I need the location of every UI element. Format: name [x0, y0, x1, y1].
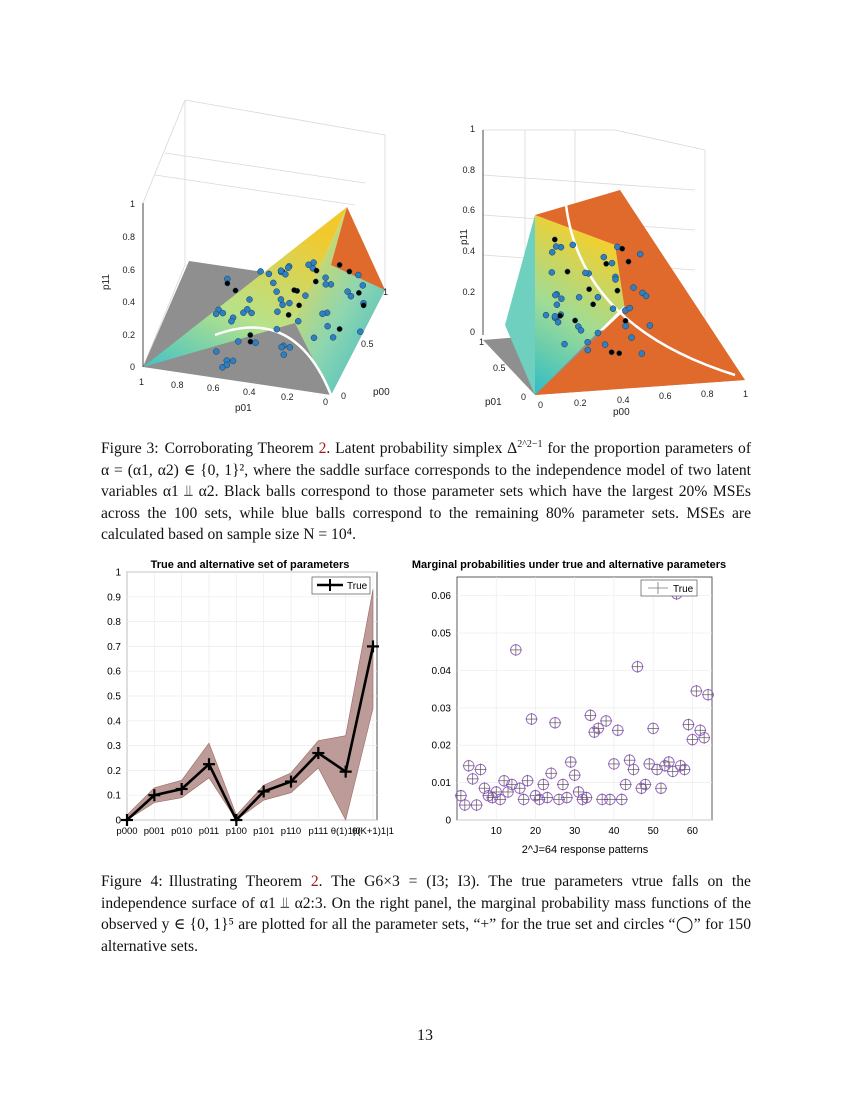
z-tick: 0.4: [122, 297, 135, 307]
blue-ball: [230, 358, 236, 364]
blue-ball: [595, 330, 601, 336]
caption-text: . Latent probability simplex Δ: [326, 440, 518, 458]
blue-ball: [576, 294, 582, 300]
blue-ball: [562, 341, 568, 347]
blue-ball: [266, 271, 272, 277]
x-tick-label: θ(1)1|0: [330, 826, 361, 837]
black-ball: [617, 351, 622, 356]
z-axis-label: p11: [101, 274, 112, 290]
blue-ball: [602, 342, 608, 348]
caption-text: . The G6×3 = (I3; I3). The true parameters νtrue falls on the independence surface of α1 ⫫ α2:3. On the right panel, the marginal probability mass functions of the observed y ∈ {0, 1}⁵ are plotted for all the parameter sets, “+” for the true set and circles “◯” for 150 alternative sets.: [101, 873, 751, 955]
blue-ball: [609, 260, 615, 266]
black-ball: [313, 279, 318, 284]
z-tick: 0.8: [122, 232, 135, 242]
y-ticks: [432, 591, 452, 826]
blue-ball: [595, 294, 601, 300]
blue-ball: [280, 302, 286, 308]
x-tick-label: p111: [308, 826, 329, 837]
y-tick-label: 0.05: [431, 628, 451, 640]
blue-ball: [311, 335, 317, 341]
y-tick-label: 0.8: [107, 617, 121, 629]
z-tick: 0.4: [462, 246, 475, 256]
black-ball: [248, 339, 253, 344]
caption-text: for the proportion parameters of α = (α1, α2) ∈ {0, 1}², where the saddle surface corresponds to the independence model of two latent variables α1 ⫫ α2. Black balls correspond to those parameter sets which have the largest 20% MSEs across the 100 sets, while blue balls correspond to the remaining 80% parameter sets. MSEs are calculated based on sample size N = 10⁴.: [101, 440, 752, 544]
blue-ball: [270, 280, 276, 286]
blue-ball: [601, 254, 607, 260]
x-axis-label: 2^J=64 response patterns: [521, 844, 649, 856]
black-ball: [623, 318, 628, 323]
legend-label: True: [347, 581, 368, 592]
x-tick-label: θ(K+1)1|1: [352, 826, 394, 837]
black-ball: [626, 259, 631, 264]
caption-superscript: 2^2−1: [517, 439, 543, 450]
blue-ball: [247, 297, 253, 303]
blue-ball: [585, 347, 591, 353]
y-tick: 0.5: [361, 339, 374, 349]
x-tick: 0.6: [659, 391, 672, 401]
x-axis-label: p01: [235, 403, 252, 414]
blue-ball: [287, 344, 293, 350]
x-tick: 0.4: [617, 395, 630, 405]
z-tick: 0: [129, 362, 135, 372]
y-ticks: [107, 568, 121, 827]
blue-ball: [543, 312, 549, 318]
y-tick-label: 0.7: [107, 641, 121, 653]
black-ball: [356, 290, 361, 295]
blue-ball: [553, 244, 559, 250]
black-ball: [233, 288, 238, 293]
black-ball: [587, 287, 592, 292]
x-tick-label: p010: [171, 826, 193, 837]
blue-ball: [558, 296, 564, 302]
y-tick: 0: [341, 391, 347, 401]
caption-text: Illustrating Theorem: [168, 873, 302, 890]
x-tick: 1: [743, 389, 749, 399]
blue-ball: [213, 311, 219, 317]
blue-ball: [274, 309, 280, 315]
black-ball: [248, 332, 253, 337]
blue-ball: [554, 302, 560, 308]
blue-ball: [623, 323, 629, 329]
caption-label: Figure 4:: [101, 873, 163, 890]
blue-ball: [274, 326, 280, 332]
y-tick: 0.5: [493, 363, 506, 373]
y-axis-label: p01: [485, 397, 502, 408]
z-tick: 1: [129, 199, 135, 209]
blue-ball: [578, 327, 584, 333]
blue-ball: [235, 338, 241, 344]
blue-ball: [631, 285, 637, 291]
blue-ball: [610, 306, 616, 312]
y-tick: 0: [521, 392, 527, 402]
black-ball: [225, 281, 230, 286]
y-tick-label: 0: [445, 815, 451, 827]
blue-ball: [279, 344, 285, 350]
marginal-prob-chart: [412, 559, 726, 856]
black-ball: [292, 288, 297, 293]
x-tick-label: p011: [198, 826, 220, 837]
blue-ball: [278, 268, 284, 274]
x-tick-label: p100: [225, 826, 247, 837]
x-ticks: [116, 826, 393, 837]
x-tick: 1: [139, 377, 145, 387]
black-ball: [337, 262, 342, 267]
blue-ball: [639, 351, 645, 357]
y-tick: 1: [479, 337, 485, 347]
black-ball: [314, 268, 319, 273]
y-tick-label: 0.1: [107, 790, 121, 802]
y-axis-label: p00: [373, 387, 390, 398]
x-axis-label: p00: [613, 407, 630, 418]
x-tick: 0.4: [243, 387, 256, 397]
theorem-link[interactable]: 2: [318, 440, 327, 458]
black-ball: [565, 269, 570, 274]
y-tick-label: 0.3: [107, 741, 121, 753]
blue-ball: [244, 306, 250, 312]
black-ball: [361, 303, 366, 308]
theorem-link[interactable]: 2: [310, 873, 319, 890]
black-ball: [620, 246, 625, 251]
black-ball: [286, 312, 291, 317]
z-tick: 0.6: [122, 265, 135, 275]
page-number: 13: [417, 1027, 433, 1044]
x-tick: 0: [323, 397, 329, 407]
blue-ball: [323, 281, 329, 287]
simplex-plot-left: [101, 100, 390, 414]
y-tick-label: 0.6: [107, 666, 121, 678]
x-tick: 0.2: [281, 392, 294, 402]
blue-ball: [637, 251, 643, 257]
black-ball: [297, 303, 302, 308]
y-tick-label: 0.4: [107, 716, 121, 728]
black-ball: [552, 237, 557, 242]
x-ticks: [491, 826, 699, 837]
z-tick: 0.2: [122, 330, 135, 340]
blue-ball: [552, 292, 558, 298]
blue-ball: [285, 265, 291, 271]
x-tick: 0.6: [207, 383, 220, 393]
z-tick: 0.2: [462, 287, 475, 297]
z-tick: 0.6: [462, 205, 475, 215]
x-tick-label: 40: [608, 826, 620, 837]
black-ball: [558, 313, 563, 318]
z-axis-label: p11: [459, 229, 470, 245]
blue-ball: [213, 349, 219, 355]
figure-4: [95, 555, 760, 860]
x-tick: 0.8: [171, 380, 184, 390]
blue-ball: [555, 319, 561, 325]
x-tick: 0.8: [701, 389, 714, 399]
blue-ball: [323, 275, 329, 281]
blue-ball: [306, 262, 312, 268]
blue-ball: [582, 270, 588, 276]
z-tick: 0: [469, 327, 475, 337]
blue-ball: [330, 334, 336, 340]
x-tick: 0: [538, 400, 544, 410]
x-tick-label: p101: [253, 826, 275, 837]
x-tick-label: 20: [529, 826, 542, 837]
blue-ball: [355, 272, 361, 278]
y-tick-label: 0.04: [431, 665, 451, 677]
caption-label: Figure 3:: [101, 440, 159, 458]
black-ball: [347, 269, 352, 274]
black-ball: [609, 350, 614, 355]
blue-ball: [613, 277, 619, 283]
y-tick-label: 0.5: [107, 691, 121, 703]
blue-ball: [549, 249, 555, 255]
y-tick-label: 1: [115, 567, 121, 579]
x-tick-label: 30: [569, 826, 581, 837]
simplex-plot-right: [459, 124, 748, 418]
blue-ball: [570, 242, 576, 248]
blue-ball: [228, 318, 234, 324]
blue-ball: [643, 293, 649, 299]
blue-ball: [357, 329, 363, 335]
blue-ball: [549, 269, 555, 275]
x-tick-label: p000: [116, 826, 138, 837]
x-tick-label: 50: [647, 826, 659, 837]
y-tick-label: 0.01: [431, 778, 451, 790]
legend: [641, 580, 697, 596]
x-tick-label: p110: [280, 826, 302, 837]
z-tick: 0.8: [462, 165, 475, 175]
x-tick-label: 10: [490, 826, 502, 837]
legend-label: True: [673, 584, 694, 595]
blue-ball: [647, 323, 653, 329]
blue-ball: [585, 339, 591, 345]
blue-ball: [224, 362, 230, 368]
x-tick: 0.2: [574, 398, 587, 408]
blue-ball: [348, 293, 354, 299]
chart-title: True and alternative set of parameters: [150, 559, 350, 571]
blue-ball: [302, 293, 308, 299]
y-tick-label: 0.06: [431, 591, 451, 603]
blue-ball: [552, 313, 558, 319]
blue-ball: [274, 289, 280, 295]
black-ball: [337, 326, 342, 331]
figure-3-caption: [101, 434, 751, 546]
blue-ball: [629, 335, 635, 341]
black-ball: [615, 288, 620, 293]
legend: [312, 577, 370, 594]
black-ball: [591, 302, 596, 307]
blue-ball: [627, 305, 633, 311]
blue-ball: [253, 340, 259, 346]
blue-ball: [278, 296, 284, 302]
blue-ball: [258, 268, 264, 274]
plot-area: [457, 577, 712, 820]
black-ball: [604, 261, 609, 266]
figure-3: [95, 95, 755, 425]
blue-ball: [325, 323, 331, 329]
chart-title: Marginal probabilities under true and alternative parameters: [411, 559, 727, 571]
x-tick-label: p001: [143, 826, 165, 837]
x-tick-label: 60: [686, 826, 698, 837]
blue-ball: [295, 318, 301, 324]
blue-ball: [220, 310, 226, 316]
blue-ball: [320, 311, 326, 317]
figure-4-caption: [101, 871, 751, 957]
parameter-chart: [107, 559, 394, 837]
y-tick-label: 0.03: [431, 703, 451, 715]
blue-ball: [360, 282, 366, 288]
y-tick-label: 0: [115, 815, 121, 827]
black-ball: [573, 318, 578, 323]
blue-ball: [281, 352, 287, 358]
caption-text: Corroborating Theorem: [164, 440, 314, 458]
blue-ball: [286, 300, 292, 306]
z-tick: 1: [469, 124, 475, 134]
y-tick: 1: [383, 287, 389, 297]
y-tick-label: 0.2: [107, 765, 121, 777]
y-tick-label: 0.02: [431, 740, 451, 752]
y-tick-label: 0.9: [107, 592, 121, 604]
